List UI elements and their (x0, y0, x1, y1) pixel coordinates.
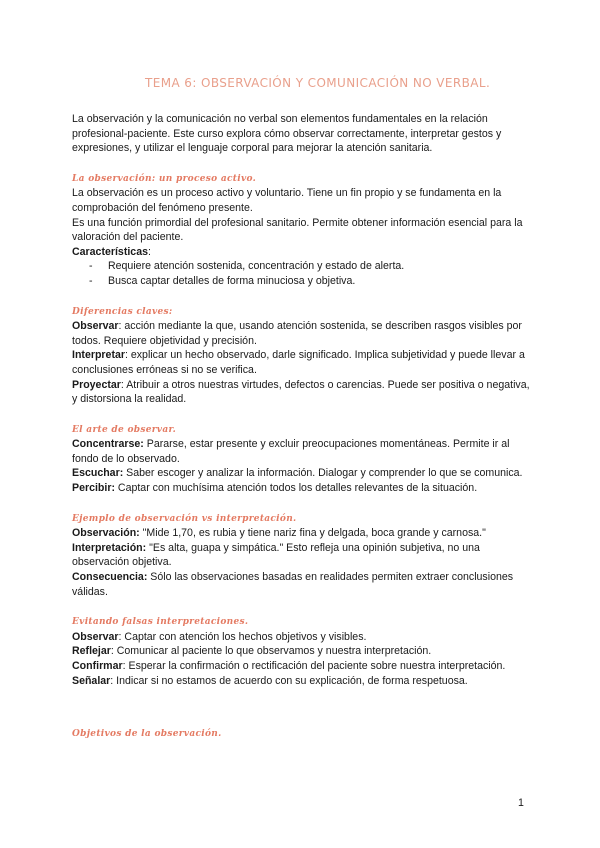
list-item: - Busca captar detalles de forma minuciosa y objetiva. (89, 274, 532, 289)
section-heading-objetivos: Objetivos de la observación. (72, 729, 222, 740)
caracteristicas-colon: : (147, 245, 151, 258)
definition-term: Consecuencia: (72, 571, 148, 584)
definition-term: Concentrarse: (72, 438, 144, 451)
definition-text: Pararse, estar presente y excluir preocupaciones momentáneas. Permite ir al fondo de lo observado. (72, 438, 510, 465)
definition-text: Sólo las observaciones basadas en realidades permiten extraer conclusiones válidas. (72, 571, 514, 598)
definition-item (72, 659, 532, 674)
definition-item (72, 481, 532, 496)
definition-term: Escuchar: (72, 467, 124, 480)
definition-item (72, 630, 532, 645)
definition-term: Reflejar (72, 645, 111, 658)
definition-text: : Indicar si no estamos de acuerdo con su explicación, de forma respetuosa. (110, 674, 468, 687)
section-heading-observacion: La observación: un proceso activo. (72, 173, 257, 184)
section-heading-ejemplo: Ejemplo de observación vs interpretación. (72, 513, 297, 524)
section1-paragraph-1: La observación es un proceso activo y voluntario. Tiene un fin propio y se fundamenta en la comprobación del fenómeno presente. (72, 187, 502, 214)
definition-term: Observar (72, 320, 119, 333)
definition-text: : Comunicar al paciente lo que observamos y nuestra interpretación. (110, 645, 432, 658)
intro-paragraph: La observación y la comunicación no verbal son elementos fundamentales en la relación profesional-paciente. Este curso explora cómo observar correctamente, interpretar gestos y expresiones, y utilizar el lenguaje corporal para mejorar la atención sanitaria. (72, 113, 502, 155)
definition-term: Confirmar (72, 660, 123, 672)
definition-term: Señalar (72, 674, 111, 687)
definition-item (72, 644, 532, 659)
definition-item (72, 541, 532, 570)
section-heading-diferencias: Diferencias claves: (72, 306, 173, 317)
definition-term: Observar (72, 630, 119, 643)
definition-item (72, 674, 532, 689)
section-heading-evitando: Evitando falsas interpretaciones. (72, 617, 249, 628)
definition-text: : Captar con atención los hechos objetivos y visibles. (118, 630, 367, 643)
caracteristicas-label: Características (72, 245, 148, 258)
definition-item (72, 319, 532, 348)
page-number: 1 (518, 797, 524, 809)
definition-term: Observación: (72, 527, 140, 540)
definition-text: : Atribuir a otros nuestras virtudes, defectos o carencias. Puede ser positiva o negativa, y distorsiona la realidad. (72, 378, 530, 406)
document-body (72, 112, 532, 742)
section-heading-arte: El arte de observar. (72, 424, 177, 435)
page-title: TEMA 6: OBSERVACIÓN Y COMUNICACIÓN NO VERBAL. (145, 76, 491, 90)
definition-text: : Esperar la confirmación o rectificación del paciente sobre nuestra interpretación. (122, 660, 506, 672)
definition-term: Interpretación: (72, 541, 147, 554)
definition-item (72, 348, 532, 377)
definition-text: Saber escoger y analizar la información. Dialogar y comprender lo que se comunica. (123, 467, 523, 480)
section1-paragraph-2: Es una función primordial del profesional sanitario. Permite obtener información esencial para la valoración del paciente. (72, 216, 523, 244)
definition-item (72, 466, 532, 481)
definition-item (72, 437, 532, 466)
list-item: - Requiere atención sostenida, concentración y estado de alerta. (89, 259, 532, 274)
definition-item (72, 378, 532, 407)
definition-term: Percibir: (72, 482, 115, 495)
caracteristicas-line (72, 245, 532, 260)
caracteristicas-list (72, 259, 532, 288)
definition-item (72, 570, 532, 599)
definition-text: "Mide 1,70, es rubia y tiene nariz fina y delgada, boca grande y carnosa." (139, 527, 486, 540)
definition-text: : acción mediante la que, usando atención sostenida, se describen rasgos visibles por todos. Requiere objetividad y precisión. (72, 320, 522, 347)
definition-term: Proyectar (72, 378, 121, 391)
definition-text: : explicar un hecho observado, darle significado. Implica subjetividad y puede llevar a conclusiones erróneas si no se verifica. (72, 349, 525, 376)
definition-text: Captar con muchísima atención todos los detalles relevantes de la situación. (114, 482, 478, 495)
definition-term: Interpretar (72, 349, 125, 362)
definition-text: "Es alta, guapa y simpática." Esto refleja una opinión subjetiva, no una observación objetiva. (72, 541, 480, 569)
definition-item (72, 526, 532, 541)
